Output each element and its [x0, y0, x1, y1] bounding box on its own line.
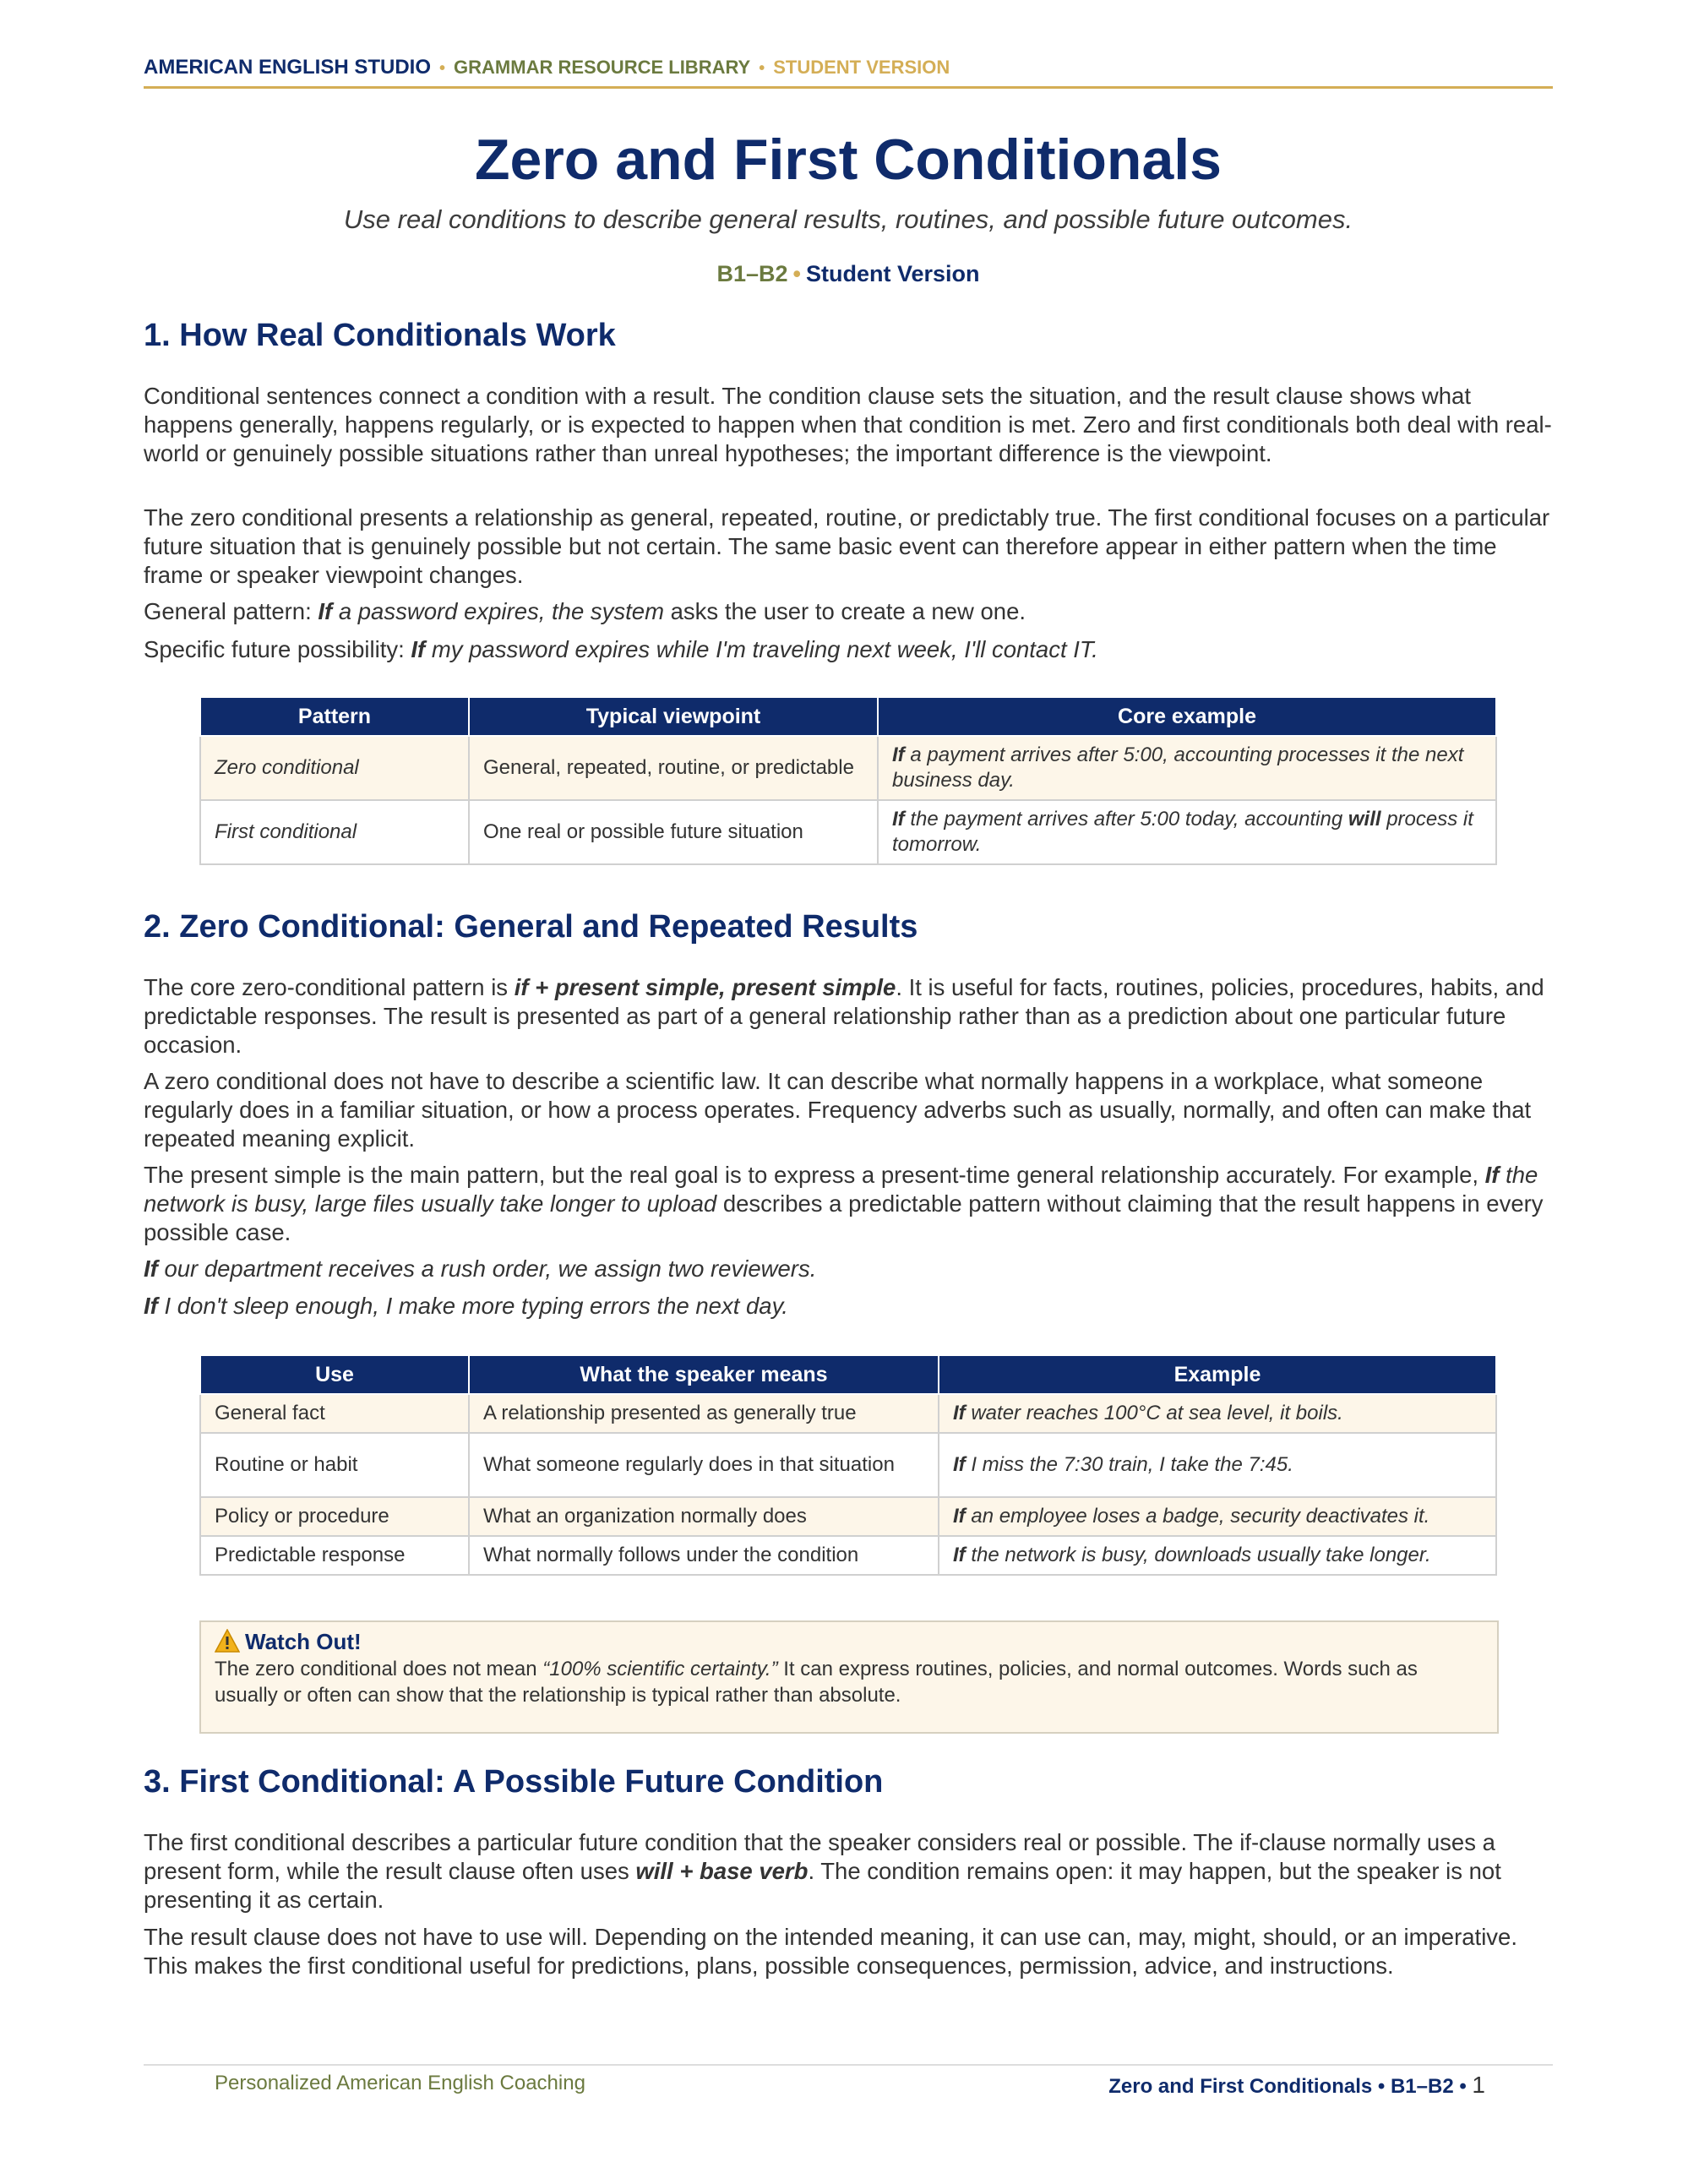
page-subtitle: Use real conditions to describe general results, routines, and possible future outcomes. [343, 204, 1353, 234]
if-keyword: If [892, 743, 905, 766]
viewpoint-cell: General, repeated, routine, or predictable [469, 736, 878, 800]
if-keyword: If [144, 1293, 158, 1319]
page-number: 1 [1472, 2072, 1485, 2098]
if-keyword: If [953, 1402, 966, 1424]
callout-title: Watch Out! [245, 1629, 362, 1654]
section-1-example-general [144, 597, 1553, 626]
example-italic: my password expires while I'm traveling next week, I'll contact IT. [425, 636, 1098, 662]
text-run: The present simple is the main pattern, but the real goal is to express a present-time general relationship accurately. For example, [144, 1162, 1485, 1188]
section-2-paragraph-1 [144, 973, 1553, 1059]
example-cell [939, 1497, 1496, 1536]
column-header: What the speaker means [469, 1355, 939, 1394]
callout-title-line [215, 1629, 1484, 1656]
watch-out-callout [199, 1620, 1499, 1734]
text-run: . It is useful for facts, routines, policies, procedures, habits, and predictable responses. The result is presented as part of a general relationship rather than as a prediction about one particular future occasion. [144, 974, 1544, 1058]
example-cell [939, 1394, 1496, 1433]
page-title: Zero and First Conditionals [474, 128, 1222, 192]
example-rest: asks the user to create a new one. [664, 598, 1026, 624]
use-cell: Routine or habit [200, 1433, 469, 1497]
level-line [144, 261, 1553, 287]
example-text: process it tomorrow. [892, 808, 1473, 856]
if-keyword: If [144, 1255, 158, 1282]
section-1-example-specific [144, 635, 1553, 664]
example-italic: a password expires, the system [332, 598, 664, 624]
level-range: B1–B2 [716, 261, 788, 286]
column-header: Typical viewpoint [469, 697, 878, 736]
text-run: It can express routines, policies, and normal outcomes. Words such as usually or often can show that the relationship is typical rather than absolute. [215, 1658, 1418, 1707]
section-1-heading: 1. How Real Conditionals Work [144, 318, 616, 353]
pattern-formula: will + base verb [635, 1858, 809, 1884]
will-keyword: will [1348, 808, 1381, 831]
if-keyword: If [892, 808, 905, 831]
text-run: describes a predictable pattern without claiming that the result happens in every possible case. [144, 1190, 1544, 1245]
running-header [144, 56, 1553, 89]
section-1-paragraph-2: The zero conditional presents a relationship as general, repeated, routine, or predictably true. The first conditional focuses on a particular future situation that is genuinely possible but not certain. The same basic event can therefore appear in either pattern when the time frame or speaker viewpoint changes. [144, 504, 1550, 588]
zero-conditional-uses-table [199, 1354, 1497, 1576]
if-keyword: If [953, 1505, 966, 1528]
example-text: the payment arrives after 5:00 today, accounting [904, 808, 1348, 831]
if-keyword: If [318, 598, 333, 624]
example-lead: General pattern: [144, 598, 319, 624]
text-run: The first conditional describes a particular future condition that the speaker considers real or possible. The if-clause normally uses a present form, while the result clause often uses [144, 1829, 1495, 1884]
pattern-cell: First conditional [200, 800, 469, 864]
patterns-table [199, 696, 1497, 865]
level-separator: • [792, 261, 801, 286]
text-run: The zero conditional does not mean [215, 1658, 543, 1680]
example-italic: I don't sleep enough, I make more typing errors the next day. [157, 1293, 788, 1319]
example-cell [878, 800, 1496, 864]
table-row [200, 736, 1496, 800]
example-lead: Specific future possibility: [144, 636, 411, 662]
use-cell: Predictable response [200, 1536, 469, 1575]
library-name: GRAMMAR RESOURCE LIBRARY [454, 57, 751, 78]
example-cell [939, 1536, 1496, 1575]
table-row [200, 1433, 1496, 1497]
if-keyword: If [411, 636, 426, 662]
footer-running-title [1108, 2072, 1485, 2099]
use-cell: Policy or procedure [200, 1497, 469, 1536]
pattern-formula: if + present simple, present simple [514, 974, 896, 1000]
table-row [200, 800, 1496, 864]
example-cell [878, 736, 1496, 800]
section-2-paragraph-3 [144, 1161, 1553, 1247]
meaning-cell: What normally follows under the condition [469, 1536, 939, 1575]
table-header-row [200, 1355, 1496, 1394]
section-2-example-2 [144, 1292, 1553, 1321]
viewpoint-cell: One real or possible future situation [469, 800, 878, 864]
example-text: a payment arrives after 5:00, accounting processes it the next business day. [892, 743, 1464, 792]
section-2-example-1 [144, 1255, 1553, 1283]
example-text: the network is busy, downloads usually take longer. [965, 1544, 1431, 1566]
section-2-paragraph-2: A zero conditional does not have to describe a scientific law. It can describe what normally happens in a workplace, what someone regularly does in a familiar situation, or how a process operates. Frequency adverbs such as usually, normally, and often can make that repeated meaning explicit. [144, 1068, 1532, 1152]
section-1-paragraph-1: Conditional sentences connect a condition with a result. The condition clause sets the situation, and the result clause shows what happens generally, happens regularly, or is expected to happen when that condition is met. Zero and first conditionals both deal with real-world or genuinely possible situations rather than unreal hypotheses; the important difference is the viewpoint. [144, 383, 1552, 466]
example-text: I miss the 7:30 train, I take the 7:45. [965, 1453, 1293, 1476]
column-header: Example [939, 1355, 1496, 1394]
example-cell [939, 1433, 1496, 1497]
example-text: water reaches 100°C at sea level, it boils. [965, 1402, 1343, 1424]
section-3-paragraph-1 [144, 1828, 1553, 1914]
table-row [200, 1497, 1496, 1536]
brand-name: AMERICAN ENGLISH STUDIO [144, 56, 432, 79]
table-header-row [200, 697, 1496, 736]
footer-rule [144, 2064, 1553, 2066]
column-header: Core example [878, 697, 1496, 736]
warning-icon [215, 1629, 240, 1653]
meaning-cell: What an organization normally does [469, 1497, 939, 1536]
footer-coaching-label: Personalized American English Coaching [215, 2072, 585, 2094]
section-3-heading: 3. First Conditional: A Possible Future Condition [144, 1764, 884, 1800]
example-italic: our department receives a rush order, we assign two reviewers. [157, 1255, 817, 1282]
pattern-cell: Zero conditional [200, 736, 469, 800]
footer-title: Zero and First Conditionals • B1–B2 • [1108, 2075, 1467, 2098]
table-row [200, 1536, 1496, 1575]
if-keyword: If [1484, 1162, 1500, 1188]
callout-body [215, 1656, 1484, 1708]
section-3-paragraph-2: The result clause does not have to use will. Depending on the intended meaning, it can use can, may, might, should, or an imperative. This makes the first conditional useful for predictions, plans, possible consequences, permission, advice, and instructions. [144, 1924, 1517, 1979]
example-italic: the network is busy, large files usually take longer to upload [144, 1162, 1538, 1217]
level-label: Student Version [805, 261, 980, 286]
example-text: an employee loses a badge, security deactivates it. [965, 1505, 1430, 1528]
text-run: . The condition remains open: it may happen, but the speaker is not presenting it as certain. [144, 1858, 1501, 1913]
header-separator: • [759, 59, 765, 78]
if-keyword: If [953, 1453, 966, 1476]
section-2-heading: 2. Zero Conditional: General and Repeated Results [144, 909, 918, 945]
version-label: STUDENT VERSION [773, 57, 950, 78]
meaning-cell: A relationship presented as generally true [469, 1394, 939, 1433]
column-header: Use [200, 1355, 469, 1394]
use-cell: General fact [200, 1394, 469, 1433]
table-row [200, 1394, 1496, 1433]
if-keyword: If [953, 1544, 966, 1566]
quoted-phrase: “100% scientific certainty.” [542, 1658, 778, 1680]
meaning-cell: What someone regularly does in that situation [469, 1433, 939, 1497]
column-header: Pattern [200, 697, 469, 736]
header-separator: • [439, 59, 446, 78]
text-run: The core zero-conditional pattern is [144, 974, 515, 1000]
